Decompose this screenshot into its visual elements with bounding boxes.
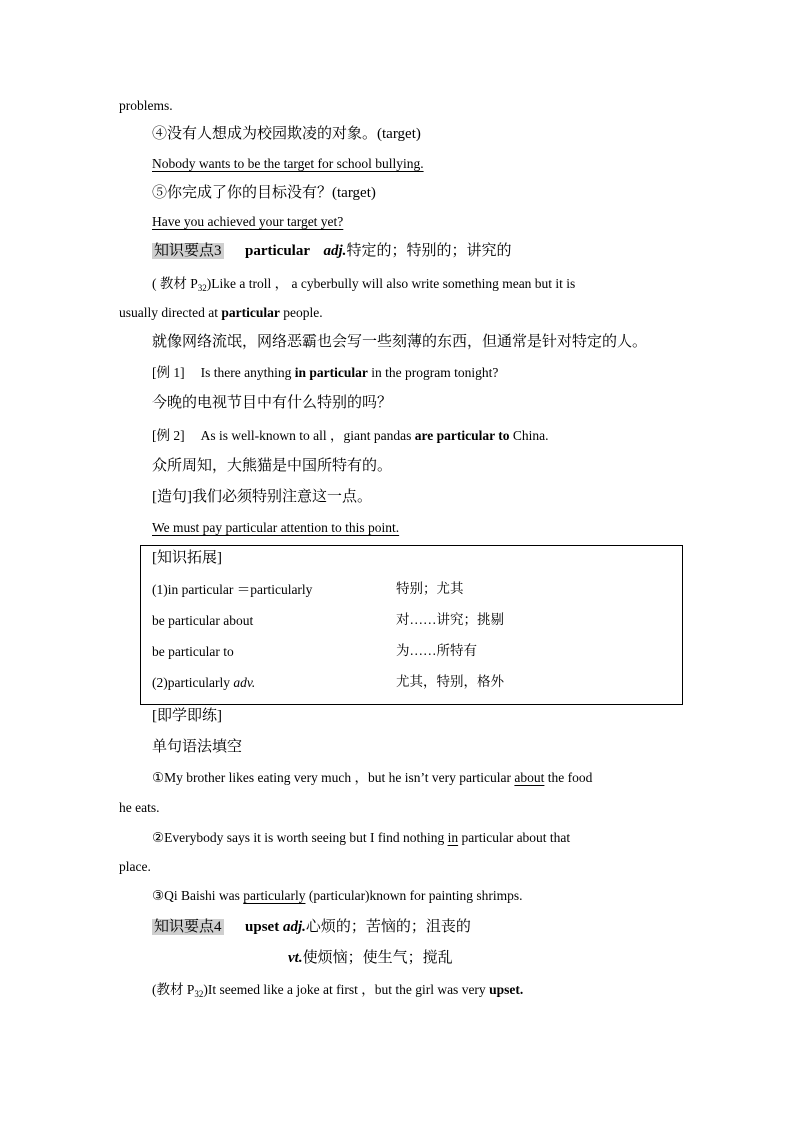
source-sentence: ( 教材 $P_{32})Like$ a troll ， a cyberbully will also write something mean but it is [152,276,576,293]
question-2: ②Everybody says it is worth seeing but I find nothing in particular about that [152,830,571,845]
point-heading [152,242,511,260]
answer-blank: in [447,830,459,845]
extension-phrase: be particular to [152,644,234,659]
example-zh: ⑤你完成了你的目标没有？(target) [152,185,376,201]
part-of-speech: adj. [282,919,306,935]
headword: particular [245,243,311,259]
point-tag: 知识要点4 [154,919,222,935]
make-sentence: [造句]我们必须特别注意这一点。 [152,489,373,505]
source-translation: 就像网络流氓，网络恶霸也会写一些刻薄的东西，但通常是针对特定的人。 [152,334,648,350]
question-1: ①My brother likes eating very much ，but he isn’t very particular about the food [152,770,593,785]
headword: upset [245,919,280,935]
answer-blank: about [514,770,545,785]
part-of-speech: vt. [288,950,303,966]
text-line: problems. [119,98,173,113]
extension-meaning: 特别；尤其 [396,581,464,596]
example-1: [例 1] Is there anything in particular in the program tonight? [152,365,499,380]
extension-meaning: 为……所特有 [396,643,477,658]
example-en: Have you achieved your target yet? [152,214,344,229]
example-zh: ④没有人想成为校园欺凌的对象。(target) [152,126,421,142]
question-1-cont: he eats. [119,800,160,815]
point-heading-2 [288,949,453,967]
extension-title: [知识拓展] [152,550,222,566]
question-2-cont: place. [119,859,151,874]
extension-meaning: 尤其，特别，格外 [396,674,504,689]
part-of-speech: adj. [323,243,347,259]
question-3: ③Qi Baishi was particularly (particular)known for painting shrimps. [152,888,523,903]
example-2-zh: 众所周知，大熊猫是中国所特有的。 [152,458,393,474]
source-sentence-cont: usually directed at particular people. [119,305,323,320]
extension-phrase: (1)in particular ＝particularly [152,582,313,597]
point-heading [152,918,471,936]
source-sentence: (教材 $P_{32})It$ seemed like a joke at first ，but the girl was very upset. [152,982,524,999]
practice-title: [即学即练] [152,708,222,724]
practice-subtitle: 单句语法填空 [152,739,243,755]
point-tag: 知识要点3 [154,243,222,259]
meaning: 使烦恼；使生气；搅乱 [302,950,453,966]
make-sentence-answer: We must pay particular attention to this point. [152,520,400,535]
example-1-zh: 今晚的电视节目中有什么特别的吗？ [152,395,393,411]
meaning: 特定的；特别的；讲究的 [346,243,512,259]
extension-phrase: be particular about [152,613,254,628]
example-en: Nobody wants to be the target for school bullying. [152,156,424,171]
extension-phrase: (2)particularly adv. [152,675,256,690]
extension-meaning: 对……讲究；挑剔 [396,612,504,627]
meaning: 心烦的；苦恼的；沮丧的 [305,919,471,935]
answer-blank: particularly [243,888,306,903]
example-2: [例 2] As is well-known to all ，giant pandas are particular to China. [152,428,549,443]
